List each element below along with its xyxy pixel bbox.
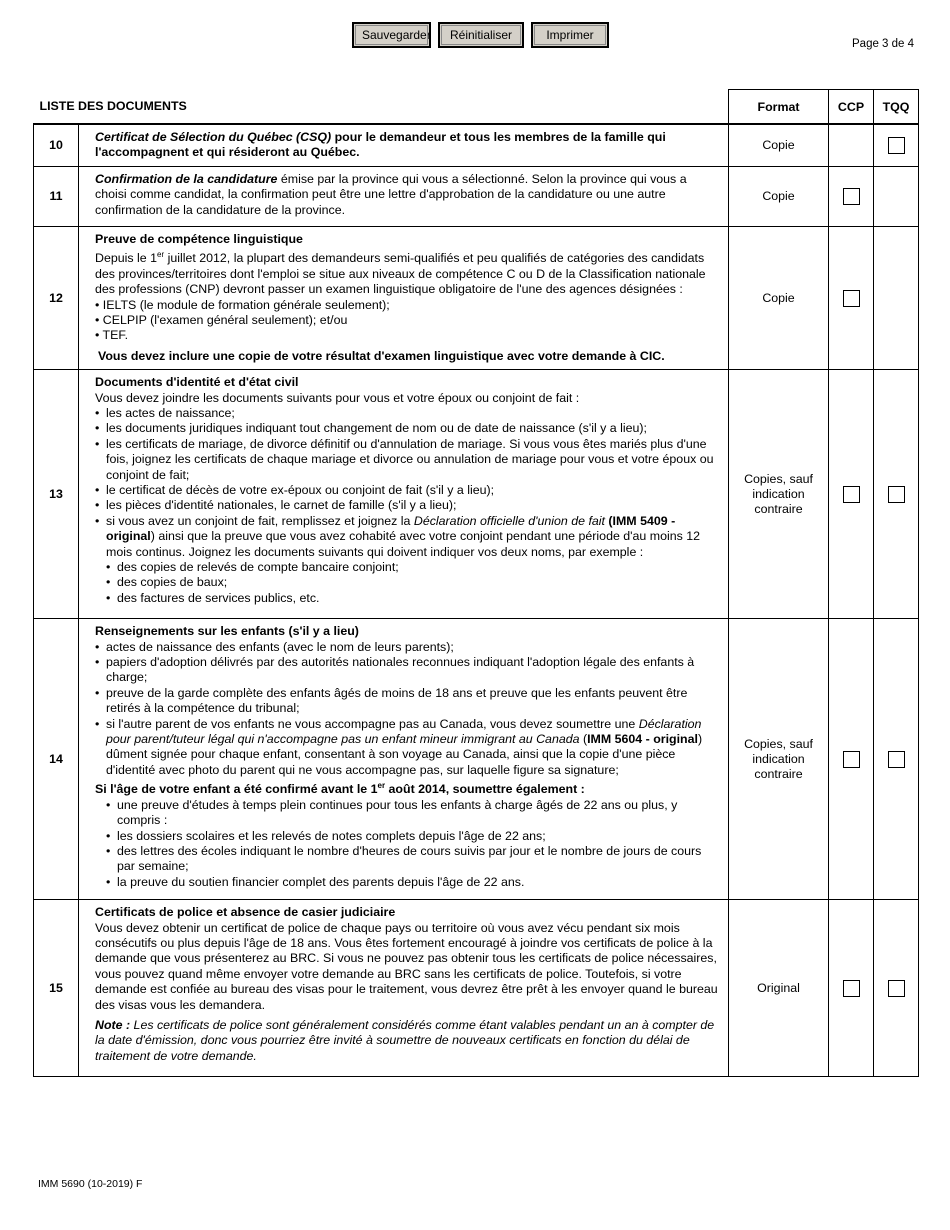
row-description <box>79 370 729 619</box>
desc-text: si vous avez un conjoint de fait, remplissez et joignez la <box>106 513 414 528</box>
desc-paragraph <box>95 247 718 297</box>
desc-heading: Preuve de compétence linguistique <box>95 231 303 246</box>
list-item: • les documents juridiques indiquant tout changement de nom ou de date de naissance (s'il y a lieu); <box>95 421 718 436</box>
list-item: • les certificats de mariage, de divorce définitif ou d'annulation de mariage. Si vous vous êtes mariés plus d'une fois, joignez les certificats de chaque mariage et divorce ou annulation de mariage pour vous et votre époux ou conjoint de fait; <box>95 437 718 483</box>
desc-text: pour le demandeur et tous les membres de la famille qui l'accompagnent et qui résideront au Québec. <box>95 130 666 160</box>
row-format: Original <box>729 900 829 1077</box>
desc-paragraph: Vous devez obtenir un certificat de police de chaque pays ou territoire où vous avez vécu pendant six mois consécutifs ou plus depuis l'âge de 18 ans. Vous êtes fortement encouragé à joindre vos certificats de police à la demande que vous présenterez au BRC. Si vous ne pouvez pas obtenir tous les certificats de police nécessaires, vous pouvez quand même envoyer votre demande au BRC sans les certificats de police. Toutefois, si votre demande est confiée au bureau des visas pour le traitement, vous devrez être prêt à les envoyer quand le bureau des visas vous les demandera. <box>95 920 718 1012</box>
ccp-checkbox[interactable] <box>843 290 860 307</box>
desc-text: juillet 2012, la plupart des demandeurs semi-qualifiés et peu qualifiés de catégories des candidats des provinces/territoires dont l'emploi se situe aux niveaux de compétence C ou D de la Classification nationale des professions (CNP) devront passer un examen linguistique obligatoire de l'une des agences désignées : <box>95 251 706 297</box>
list-item: • des copies de baux; <box>95 575 718 590</box>
form-code: IMM 5604 - original <box>587 732 698 747</box>
ccp-cell <box>829 900 874 1077</box>
ccp-cell <box>829 619 874 900</box>
tqq-cell <box>874 370 919 619</box>
desc-subheading <box>95 778 718 798</box>
ccp-cell <box>829 226 874 369</box>
document-sublist <box>95 560 718 606</box>
tqq-cell <box>874 124 919 166</box>
row-description <box>79 900 729 1077</box>
document-sublist <box>95 798 718 890</box>
tqq-checkbox[interactable] <box>888 751 905 768</box>
tqq-cell <box>874 226 919 369</box>
table-row <box>34 619 919 900</box>
row-description <box>79 619 729 900</box>
desc-text: août 2014, soumettre également : <box>385 782 585 797</box>
list-item: • papiers d'adoption délivrés par des autorités nationales reconnues indiquant l'adoption légale des enfants à charge; <box>95 655 718 686</box>
row-number: 10 <box>34 124 79 166</box>
row-description <box>79 166 729 226</box>
list-item: • les dossiers scolaires et les relevés de notes complets depuis l'âge de 22 ans; <box>95 829 718 844</box>
desc-text: Depuis le 1 <box>95 251 157 266</box>
table-title: LISTE DES DOCUMENTS <box>34 90 729 125</box>
print-button[interactable]: Imprimer <box>531 22 609 48</box>
desc-intro: Vous devez joindre les documents suivants pour vous et votre époux ou conjoint de fait : <box>95 390 580 405</box>
form-title: Déclaration officielle d'union de fait <box>413 513 605 528</box>
desc-title: Confirmation de la candidature <box>95 171 278 186</box>
list-item <box>95 717 718 779</box>
desc-heading: Documents d'identité et d'état civil <box>95 375 299 390</box>
ccp-cell <box>829 166 874 226</box>
row-format: Copies, sauf indication contraire <box>729 370 829 619</box>
ccp-checkbox[interactable] <box>843 751 860 768</box>
list-item: • le certificat de décès de votre ex-époux ou conjoint de fait (s'il y a lieu); <box>95 483 718 498</box>
ccp-cell <box>829 124 874 166</box>
row-number: 13 <box>34 370 79 619</box>
row-format: Copie <box>729 166 829 226</box>
desc-text: si l'autre parent de vos enfants ne vous accompagne pas au Canada, vous devez soumettre une <box>106 716 639 731</box>
table-row <box>34 226 919 369</box>
tqq-checkbox[interactable] <box>888 980 905 997</box>
list-item: • les pièces d'identité nationales, le carnet de famille (s'il y a lieu); <box>95 498 718 513</box>
desc-note: Vous devez inclure une copie de votre résultat d'examen linguistique avec votre demande à CIC. <box>98 348 665 363</box>
row-format: Copies, sauf indication contraire <box>729 619 829 900</box>
tqq-checkbox[interactable] <box>888 137 905 154</box>
list-item: • TEF. <box>95 328 129 343</box>
list-item: • des lettres des écoles indiquant le nombre d'heures de cours suivis par jour et le nombre de jours de cours par semaine; <box>95 844 718 875</box>
superscript: er <box>157 250 165 260</box>
column-format: Format <box>729 90 829 125</box>
list-item: • preuve de la garde complète des enfants âgés de moins de 18 ans et preuve que les enfants peuvent être retirés à la compétence du tribunal; <box>95 686 718 717</box>
documents-table <box>33 89 919 1077</box>
note-label: Note : <box>95 1018 131 1033</box>
list-item: • IELTS (le module de formation générale seulement); <box>95 297 390 312</box>
desc-note <box>95 1018 718 1064</box>
row-number: 11 <box>34 166 79 226</box>
desc-text: Si l'âge de votre enfant a été confirmé avant le 1 <box>95 782 378 797</box>
form-code-footer: IMM 5690 (10-2019) F <box>38 1178 143 1190</box>
list-item: • CELPIP (l'examen général seulement); et/ou <box>95 312 348 327</box>
row-number: 14 <box>34 619 79 900</box>
tqq-cell <box>874 619 919 900</box>
list-item: • la preuve du soutien financier complet des parents depuis l'âge de 22 ans. <box>95 875 718 890</box>
reset-button[interactable]: Réinitialiser <box>438 22 524 48</box>
desc-heading: Renseignements sur les enfants (s'il y a lieu) <box>95 624 359 639</box>
row-number: 12 <box>34 226 79 369</box>
superscript: er <box>377 781 386 791</box>
document-list <box>95 640 718 779</box>
column-tqq: TQQ <box>874 90 919 125</box>
table-row <box>34 900 919 1077</box>
row-number: 15 <box>34 900 79 1077</box>
ccp-checkbox[interactable] <box>843 486 860 503</box>
table-row <box>34 166 919 226</box>
list-item: • les actes de naissance; <box>95 406 718 421</box>
desc-text: ) dûment signée pour chaque enfant, consentant à son voyage au Canada, ainsi que la copie d'une pièce d'identité avec photo du parent qui ne vous accompagne pas, sur laquelle figure sa signature; <box>106 732 703 777</box>
document-list <box>95 406 718 560</box>
desc-text: émise par la province qui vous a sélectionné. Selon la province qui vous a choisi comme candidat, la confirmation peut être une lettre d'approbation de la candidature ou une autre confirmation de la candidature de la province. <box>95 171 687 217</box>
form-toolbar <box>352 22 609 48</box>
ccp-cell <box>829 370 874 619</box>
form-title: Déclaration pour parent/tuteur légal qui n'accompagne pas un enfant mineur immigrant au Canada <box>106 716 702 747</box>
form-code: (IMM 5409 - original <box>106 513 676 544</box>
table-row <box>34 124 919 166</box>
list-item: • des factures de services publics, etc. <box>95 591 718 606</box>
row-description <box>79 124 729 166</box>
row-format: Copie <box>729 124 829 166</box>
table-row <box>34 370 919 619</box>
ccp-checkbox[interactable] <box>843 980 860 997</box>
desc-text: Les certificats de police sont généralement considérés comme étant valables pendant un an à compter de la date d'émission, donc vous pourriez être invité à soumettre de nouveaux certificats en fonction du délai de traitement de votre demande. <box>95 1018 715 1063</box>
row-description <box>79 226 729 369</box>
list-item: • une preuve d'études à temps plein continues pour tous les enfants à charge âgés de 22 ans ou plus, y compris : <box>95 798 718 829</box>
desc-text: ) ainsi que la preuve que vous avez cohabité avec votre conjoint pendant une période d'au moins 12 mois continus. Joignez les documents suivants qui doivent indiquer vos deux noms, par exemple : <box>106 529 701 559</box>
desc-title: Certificat de Sélection du Québec (CSQ) <box>95 130 332 144</box>
page-number: Page 3 de 4 <box>852 38 915 50</box>
desc-heading: Certificats de police et absence de casier judiciaire <box>95 905 396 920</box>
table-header <box>34 90 919 125</box>
ccp-checkbox[interactable] <box>843 188 860 205</box>
tqq-cell <box>874 166 919 226</box>
list-item: • actes de naissance des enfants (avec le nom de leurs parents); <box>95 640 718 655</box>
tqq-checkbox[interactable] <box>888 486 905 503</box>
tqq-cell <box>874 900 919 1077</box>
save-button[interactable]: Sauvegarder <box>352 22 431 48</box>
list-item: • des copies de relevés de compte bancaire conjoint; <box>95 560 718 575</box>
desc-text: ( <box>579 732 588 747</box>
row-format: Copie <box>729 226 829 369</box>
column-ccp: CCP <box>829 90 874 125</box>
list-item <box>95 514 718 560</box>
